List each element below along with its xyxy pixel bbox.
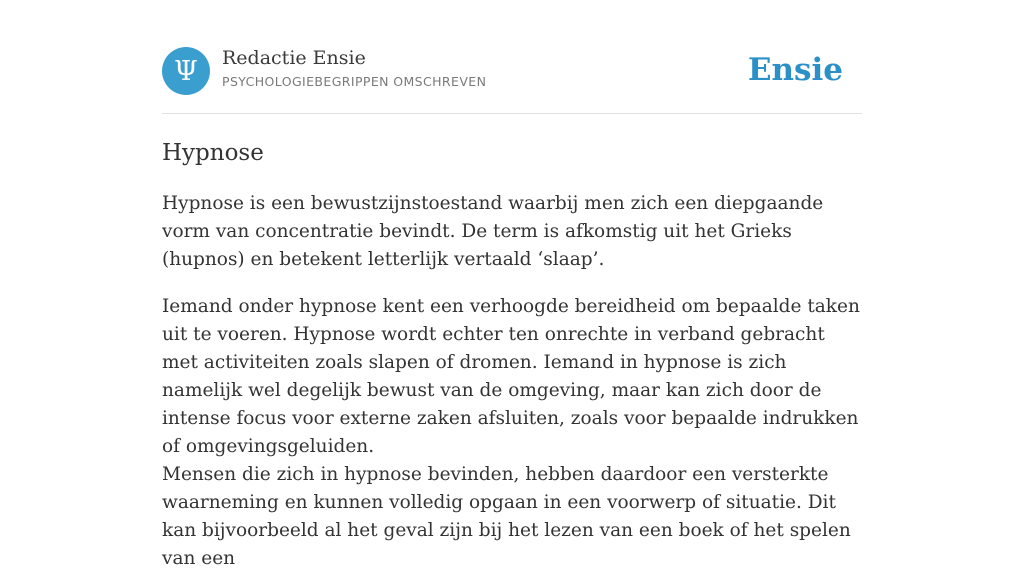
psi-logo-icon[interactable]: Ψ xyxy=(162,47,210,95)
article-paragraph-text: Iemand onder hypnose kent een verhoogde bereidheid om bepaalde taken uit te voeren. Hypnose wordt echter ten onrechte in verband gebracht met activiteiten zoals slapen of dromen. Iemand in hypnose is zich namelijk wel degelijk bewust van de omgeving, maar kan zich door de intense focus voor externe zaken afsluiten, zoals voor bepaalde indrukken of omgevingsgeluiden. xyxy=(162,296,860,457)
article-body xyxy=(162,190,862,573)
article-title: Hypnose xyxy=(162,140,264,166)
author-subtitle: PSYCHOLOGIEBEGRIPPEN OMSCHREVEN xyxy=(222,74,487,89)
article-header xyxy=(162,46,862,96)
article-paragraph xyxy=(162,293,862,573)
article-paragraph: Hypnose is een bewustzijnstoestand waarbij men zich een diepgaande vorm van concentratie bevindt. De term is afkomstig uit het Grieks (hupnos) en betekent letterlijk vertaald ‘slaap’. xyxy=(162,193,824,270)
author-name[interactable]: Redactie Ensie xyxy=(222,47,366,69)
brand-logo[interactable]: Ensie xyxy=(747,52,843,88)
header-divider xyxy=(162,113,862,114)
article-paragraph-text: Mensen die zich in hypnose bevinden, hebben daardoor een versterkte waarneming en kunnen volledig opgaan in een voorwerp of situatie. Dit kan bijvoorbeeld al het geval zijn bij het lezen van een boek of het spelen van een xyxy=(162,464,851,569)
